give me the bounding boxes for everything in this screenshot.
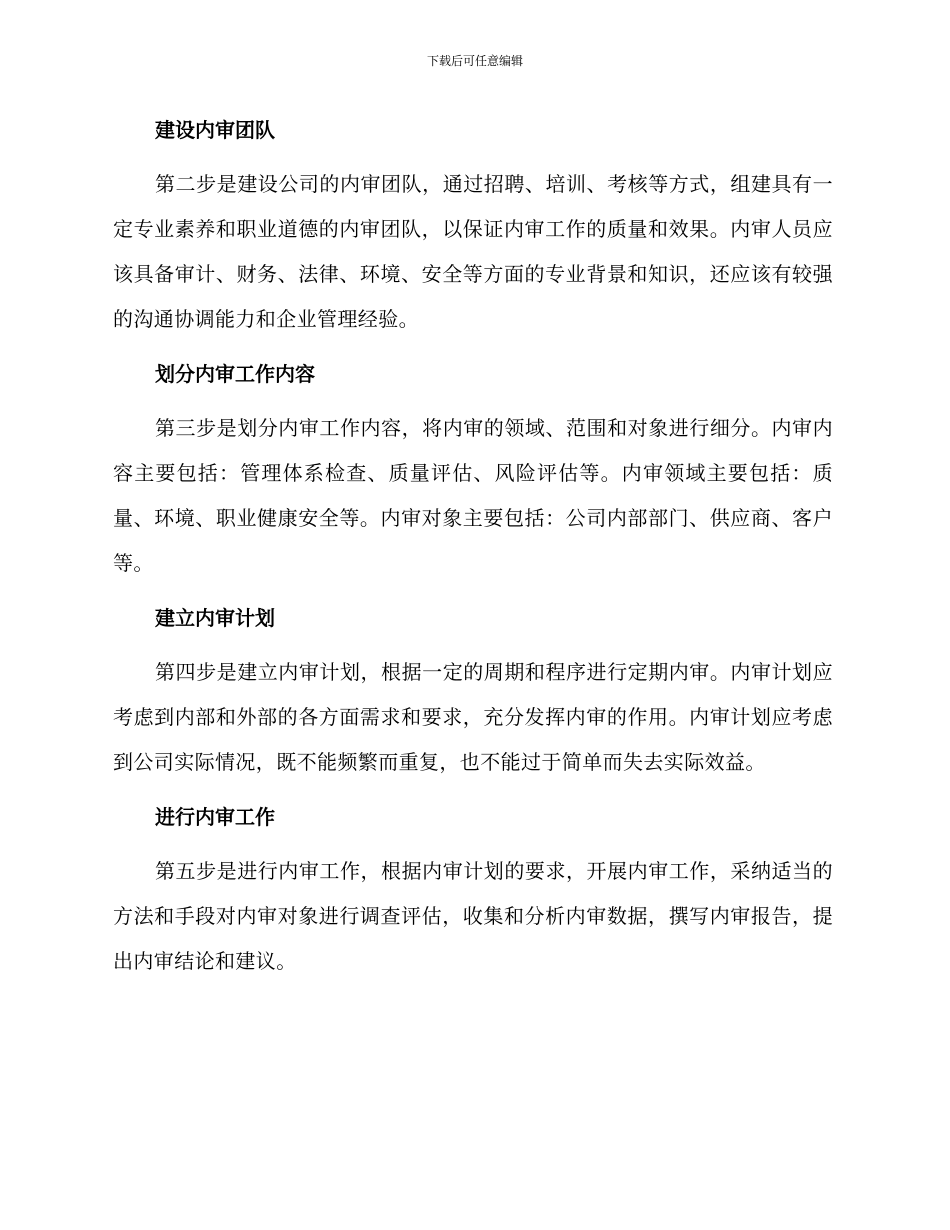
- section-heading: 建立内审计划: [155, 606, 275, 630]
- section-paragraph: 第三步是划分内审工作内容，将内审的领域、范围和对象进行细分。内审内容主要包括：管理体系检查、质量评估、风险评估等。内审领域主要包括：质量、环境、职业健康安全等。内审对象主要包括：公司内部部门、供应商、客户等。: [113, 416, 833, 575]
- section-heading: 进行内审工作: [155, 805, 275, 829]
- section-paragraph: 第二步是建设公司的内审团队，通过招聘、培训、考核等方式，组建具有一定专业素养和职业道德的内审团队，以保证内审工作的质量和效果。内审人员应该具备审计、财务、法律、环境、安全等方面的专业背景和知识，还应该有较强的沟通协调能力和企业管理经验。: [113, 172, 833, 331]
- page-header: 下载后可任意编辑: [426, 54, 523, 68]
- section-paragraph: 第四步是建立内审计划，根据一定的周期和程序进行定期内审。内审计划应考虑到内部和外部的各方面需求和要求，充分发挥内审的作用。内审计划应考虑到公司实际情况，既不能频繁而重复，也不能过于简单而失去实际效益。: [113, 660, 833, 774]
- section-divide-audit-content: [113, 354, 833, 586]
- section-audit-plan: [113, 598, 833, 785]
- section-conduct-audit: [113, 797, 833, 984]
- section-build-audit-team: [113, 110, 833, 342]
- section-heading: 划分内审工作内容: [155, 362, 315, 386]
- section-paragraph: 第五步是进行内审工作，根据内审计划的要求，开展内审工作，采纳适当的方法和手段对内审对象进行调查评估，收集和分析内审数据，撰写内审报告，提出内审结论和建议。: [113, 859, 833, 973]
- section-heading: 建设内审团队: [155, 118, 275, 142]
- document-body: [113, 110, 833, 996]
